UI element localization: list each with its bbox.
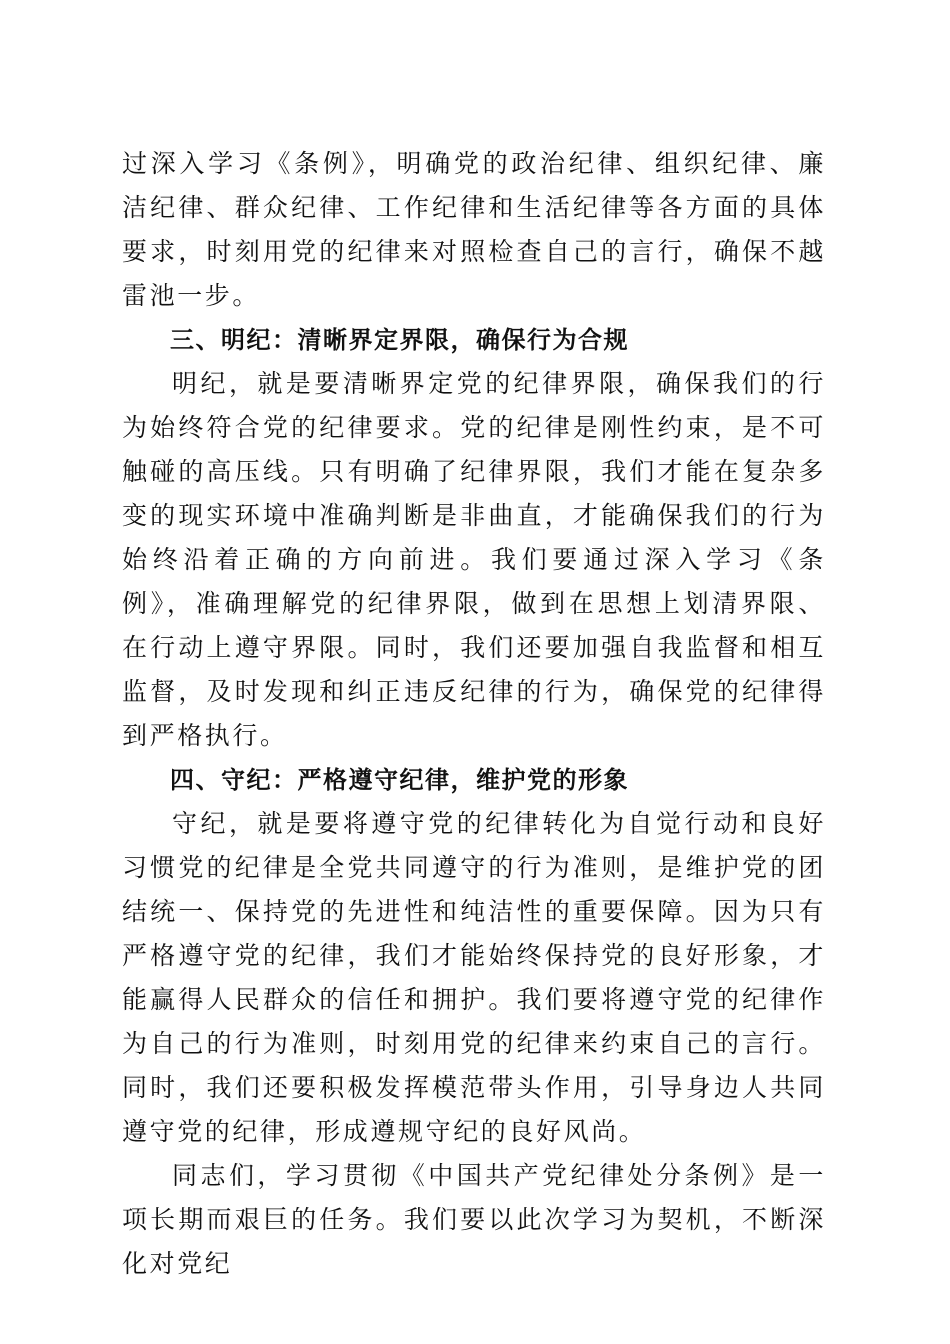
- section-heading-3: 三、明纪：清晰界定界限，确保行为合规: [170, 326, 629, 354]
- body-paragraph-1: 过深入学习《条例》，明确党的政治纪律、组织纪律、廉洁纪律、群众纪律、工作纪律和生活纪律等各方面的具体要求，时刻用党的纪律来对照检查自己的言行，确保不越雷池一步。: [122, 149, 826, 310]
- body-paragraph-2: 明纪，就是要清晰界定党的纪律界限，确保我们的行为始终符合党的纪律要求。党的纪律是刚性约束，是不可触碰的高压线。只有明确了纪律界限，我们才能在复杂多变的现实环境中准确判断是非曲直，才能确保我们的行为始终沿着正确的方向前进。我们要通过深入学习《条例》，准确理解党的纪律界限，做到在思想上划清界限、在行动上遵守界限。同时，我们还要加强自我监督和相互监督，及时发现和纠正违反纪律的行为，确保党的纪律得到严格执行。: [122, 369, 826, 750]
- document-page: [122, 142, 826, 1286]
- section-heading-4: 四、守纪：严格遵守纪律，维护党的形象: [170, 766, 629, 794]
- body-paragraph-4: 同志们，学习贯彻《中国共产党纪律处分条例》是一项长期而艰巨的任务。我们要以此次学习为契机，不断深化对党纪: [122, 1161, 826, 1278]
- body-paragraph-3: 守纪，就是要将遵守党的纪律转化为自觉行动和良好习惯党的纪律是全党共同遵守的行为准则，是维护党的团结统一、保持党的先进性和纯洁性的重要保障。因为只有严格遵守党的纪律，我们才能始终保持党的良好形象，才能赢得人民群众的信任和拥护。我们要将遵守党的纪律作为自己的行为准则，时刻用党的纪律来约束自己的言行。同时，我们还要积极发挥模范带头作用，引导身边人共同遵守党的纪律，形成遵规守纪的良好风尚。: [122, 809, 826, 1146]
